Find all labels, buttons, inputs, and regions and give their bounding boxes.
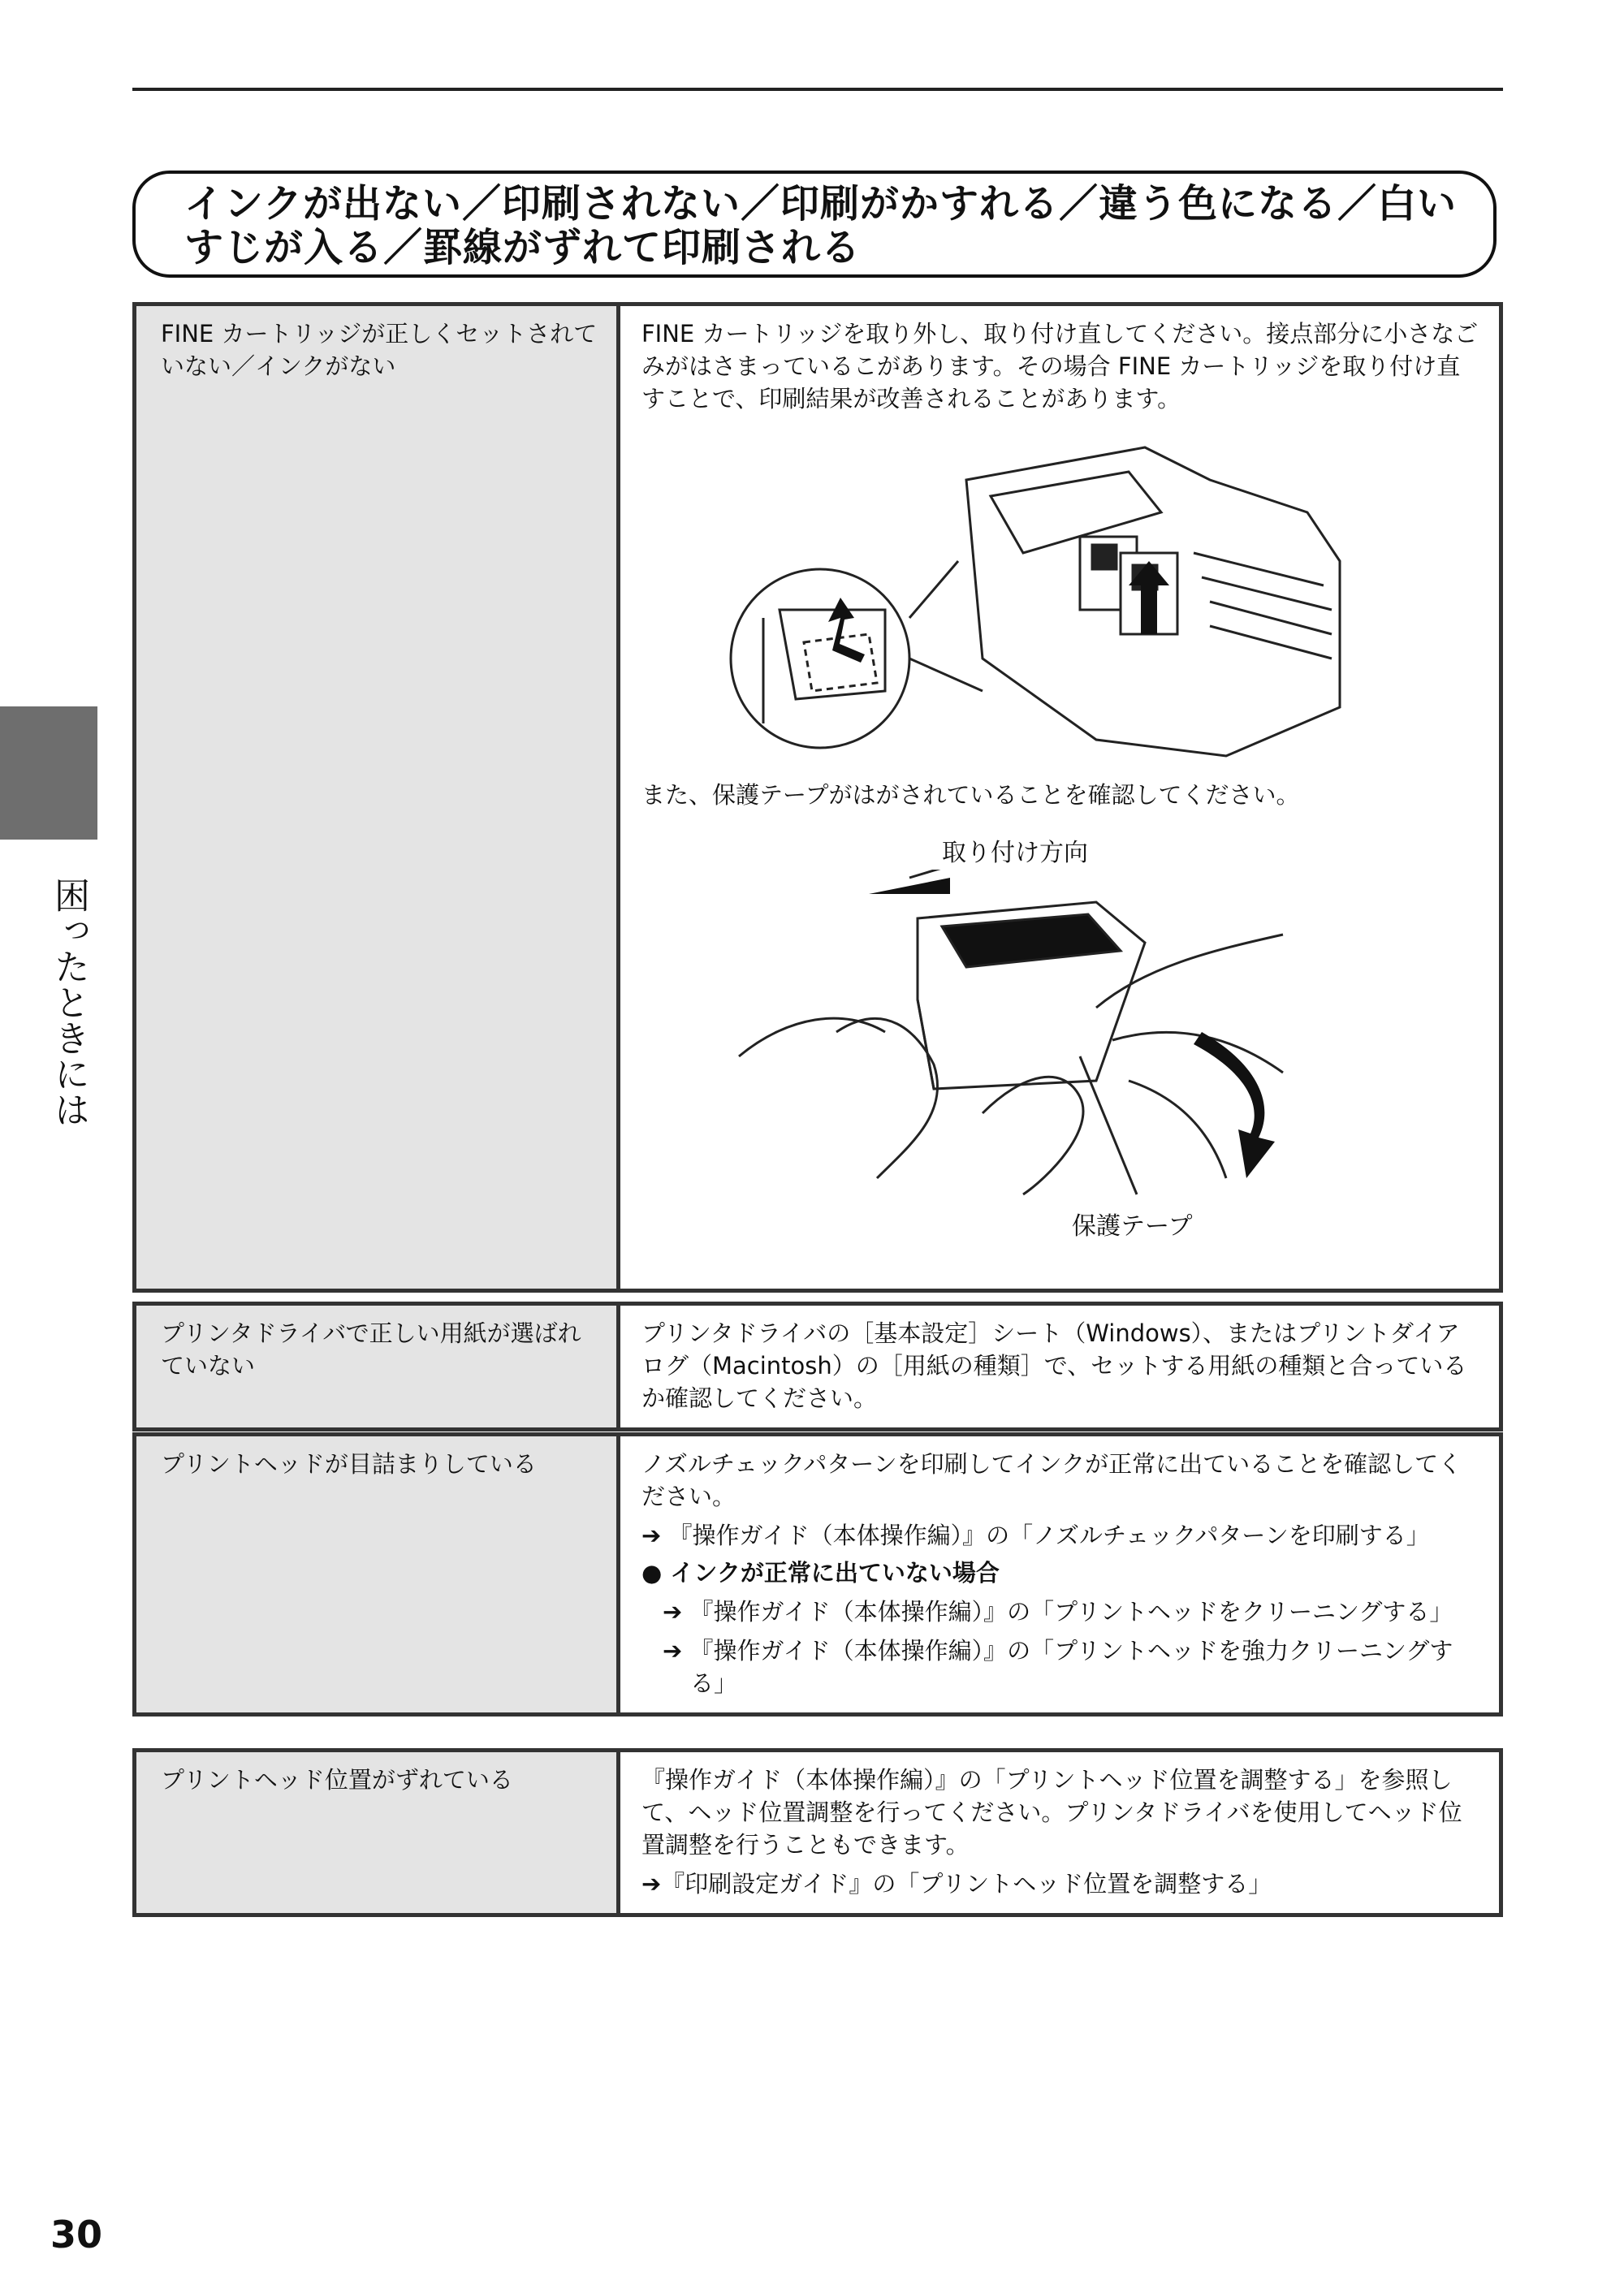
solution-text: プリンタドライバの［基本設定］シート（Windows）、またはプリントダイアログ（Macintosh）の［用紙の種類］で、セットする用紙の種類と合っているか確認してください。 <box>641 1319 1467 1412</box>
solution-cell <box>619 1435 1501 1715</box>
protect-tape-illustration <box>641 870 1486 1211</box>
solution-text: ノズルチェックパターンを印刷してインクが正常に出ていることを確認してください。 <box>641 1450 1462 1510</box>
tape-label: 保護テープ <box>1072 1212 1193 1241</box>
chapter-label: 困ったときには <box>48 877 89 1127</box>
printer-cartridge-illustration <box>641 415 1486 772</box>
reference-link-deep-cleaning[interactable]: ➔ 『操作ガイド（本体操作編）』の「プリントヘッドを強力クリーニングする」 <box>663 1637 1453 1697</box>
bullet-heading: ● インクが正常に出ていない場合 <box>641 1559 1000 1587</box>
solution-cell <box>619 1751 1501 1915</box>
cause-cell <box>135 1751 619 1915</box>
reference-link-head-alignment[interactable]: ➔『印刷設定ガイド』の「プリントヘッド位置を調整する」 <box>641 1870 1272 1898</box>
cause-text: プリントヘッド位置がずれている <box>161 1766 513 1794</box>
solution-text: FINE カートリッジを取り外し、取り付け直してください。接点部分に小さなごみがはさまっているこがあります。その場合 FINE カートリッジを取り付け直すことで、印刷結果が改善されることがあります。 <box>641 320 1479 412</box>
chapter-tab <box>0 706 97 840</box>
trouble-row-3 <box>132 1432 1503 1717</box>
direction-label: 取り付け方向 <box>942 839 1088 867</box>
solution-cell <box>619 1304 1501 1430</box>
page-number: 30 <box>50 2213 103 2256</box>
reference-link-nozzle-check[interactable]: ➔ 『操作ガイド（本体操作編）』の「ノズルチェックパターンを印刷する」 <box>641 1522 1430 1549</box>
cause-cell <box>135 1435 619 1715</box>
cause-cell <box>135 1304 619 1430</box>
top-rule <box>132 88 1503 91</box>
trouble-row-2 <box>132 1302 1503 1432</box>
cause-cell <box>135 304 619 1291</box>
section-heading-box <box>132 171 1497 278</box>
section-heading: インクが出ない／印刷されない／印刷がかすれる／違う色になる／白いすじが入る／罫線がずれて印刷される <box>184 181 1458 270</box>
solution-cell <box>619 304 1501 1291</box>
solution-text: 『操作ガイド（本体操作編）』の「プリントヘッド位置を調整する」を参照して、ヘッド位置調整を行ってください。プリンタドライバを使用してヘッド位置調整を行うこともできます。 <box>641 1766 1462 1859</box>
trouble-row-1 <box>132 302 1503 1293</box>
solution-text-2: また、保護テープがはがされていることを確認してください。 <box>641 781 1300 809</box>
trouble-row-4 <box>132 1748 1503 1917</box>
cause-text: プリントヘッドが目詰まりしている <box>161 1450 537 1478</box>
reference-link-cleaning[interactable]: ➔ 『操作ガイド（本体操作編）』の「プリントヘッドをクリーニングする」 <box>663 1598 1453 1626</box>
cause-text: プリンタドライバで正しい用紙が選ばれていない <box>161 1319 581 1380</box>
cause-text: FINE カートリッジが正しくセットされていない／インクがない <box>161 320 598 380</box>
